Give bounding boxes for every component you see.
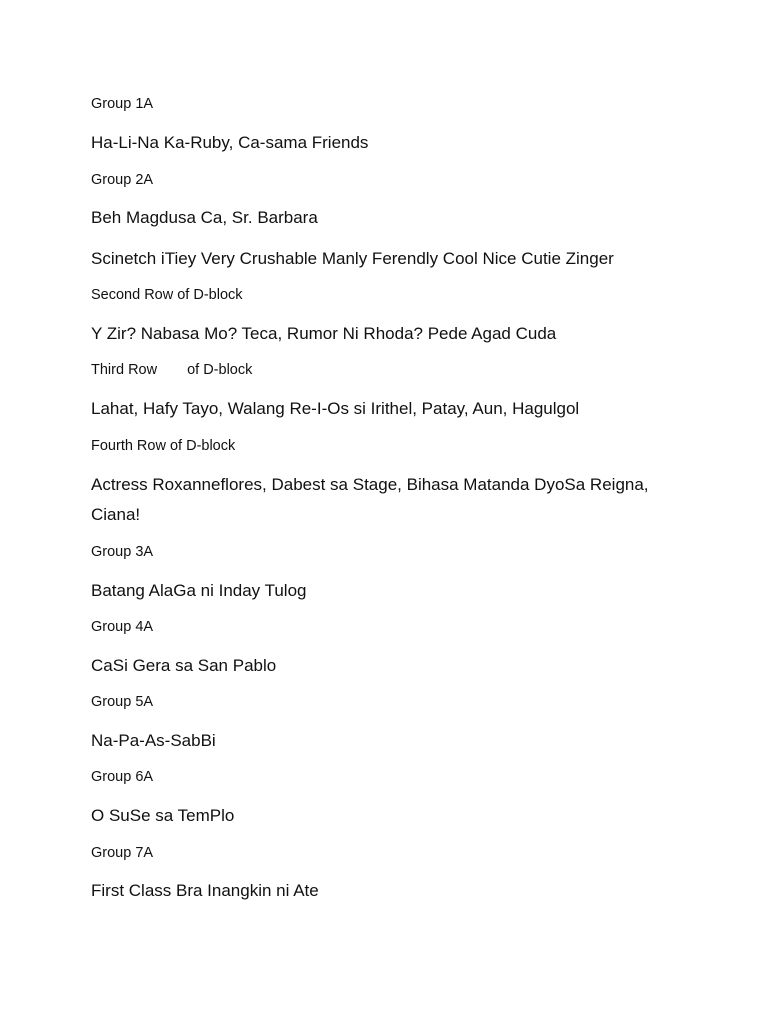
mnemonic-third-row-d-block: Lahat, Hafy Tayo, Walang Re-I-Os si Irithel, Patay, Aun, Hagulgol bbox=[91, 399, 580, 418]
heading-third-row-part-b: of D-block bbox=[187, 362, 253, 378]
heading-group-1a: Group 1A bbox=[91, 96, 154, 112]
heading-group-3a: Group 3A bbox=[91, 544, 154, 560]
heading-third-row-d-block bbox=[91, 363, 668, 378]
heading-group-4a: Group 4A bbox=[91, 619, 154, 635]
heading-group-7a: Group 7A bbox=[91, 845, 154, 861]
mnemonic-group-4a: CaSi Gera sa San Pablo bbox=[91, 656, 277, 675]
heading-fourth-row-d-block: Fourth Row of D-block bbox=[91, 438, 236, 454]
mnemonic-second-row-d-block: Y Zir? Nabasa Mo? Teca, Rumor Ni Rhoda? Pede Agad Cuda bbox=[91, 324, 557, 343]
mnemonic-group-1a: Ha-Li-Na Ka-Ruby, Ca-sama Friends bbox=[91, 133, 369, 152]
mnemonic-fourth-row-d-block: Actress Roxanneflores, Dabest sa Stage, Bihasa Matanda DyoSa Reigna, Ciana! bbox=[91, 475, 649, 524]
mnemonic-group-6a: O SuSe sa TemPlo bbox=[91, 806, 235, 825]
heading-group-6a: Group 6A bbox=[91, 769, 154, 785]
mnemonic-group-3a: Batang AlaGa ni Inday Tulog bbox=[91, 581, 307, 600]
heading-third-row-part-a: Third Row bbox=[91, 362, 158, 378]
mnemonic-first-row-d-block: Scinetch iTiey Very Crushable Manly Ferendly Cool Nice Cutie Zinger bbox=[91, 249, 614, 268]
mnemonic-group-7a: First Class Bra Inangkin ni Ate bbox=[91, 881, 319, 900]
mnemonic-group-5a: Na-Pa-As-SabBi bbox=[91, 731, 216, 750]
heading-second-row-d-block: Second Row of D-block bbox=[91, 287, 243, 303]
heading-group-2a: Group 2A bbox=[91, 172, 154, 188]
mnemonic-group-2a: Beh Magdusa Ca, Sr. Barbara bbox=[91, 208, 318, 227]
heading-group-5a: Group 5A bbox=[91, 694, 154, 710]
